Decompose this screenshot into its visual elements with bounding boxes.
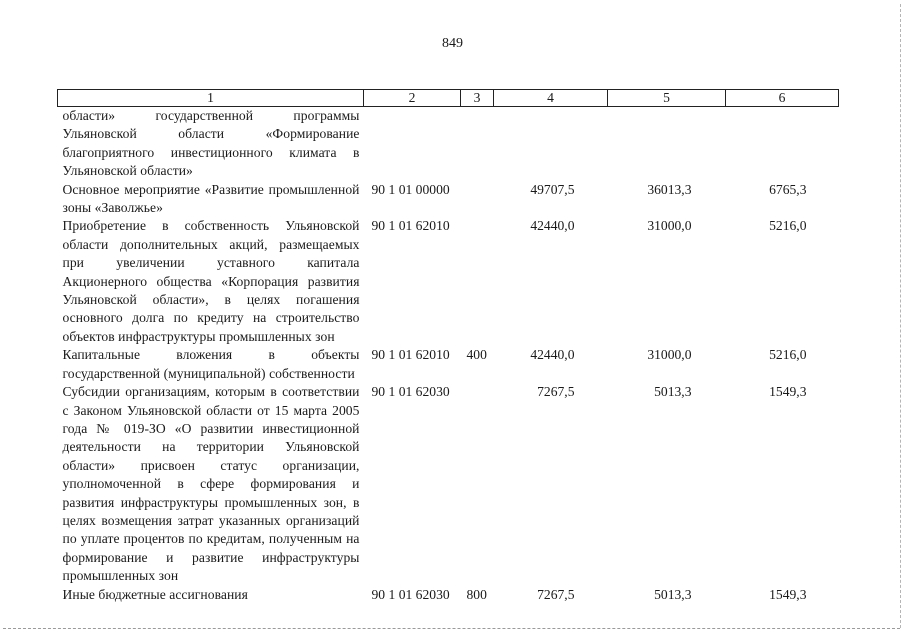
row-value-1: 42440,0 [530, 218, 575, 234]
row-code [364, 107, 461, 181]
row-value-2 [608, 107, 726, 181]
row-value-3: 5216,0 [769, 218, 807, 234]
table-row [58, 383, 839, 585]
col-header-2: 2 [364, 90, 461, 107]
row-code: 90 1 01 62010 [371, 218, 450, 234]
col-header-5: 5 [608, 90, 726, 107]
row-expense-type [461, 107, 494, 181]
scan-edge-right [900, 4, 901, 628]
row-value-3: 6765,3 [769, 181, 807, 197]
page-number: 849 [442, 36, 463, 51]
row-value-3: 1549,3 [769, 384, 807, 400]
row-name: области» государственной программы Ульяновской области «Формирование благоприятного инвестиционного климата в Ульяновской области» [62, 108, 360, 179]
row-expense-type [461, 181, 494, 218]
row-value-2: 31000,0 [647, 347, 692, 363]
row-value-1: 7267,5 [537, 384, 575, 400]
row-value-1: 49707,5 [530, 181, 575, 197]
row-value-3: 5216,0 [769, 347, 807, 363]
row-name: Иные бюджетные ассигнования [62, 586, 248, 602]
row-value-2: 31000,0 [647, 218, 692, 234]
row-name: Капитальные вложения в объекты государственной (муниципальной) собственности [62, 347, 360, 381]
row-value-2: 5013,3 [654, 384, 692, 400]
table-header [58, 90, 839, 107]
row-value-2: 5013,3 [654, 586, 692, 602]
table-row [58, 586, 839, 604]
table-row [58, 107, 839, 181]
col-header-4: 4 [494, 90, 608, 107]
row-value-3: 1549,3 [769, 586, 807, 602]
col-header-1: 1 [58, 90, 364, 107]
row-expense-type: 800 [466, 586, 487, 602]
table-row [58, 181, 839, 218]
budget-table [57, 89, 839, 604]
row-code: 90 1 01 62030 [371, 384, 450, 400]
table-body [58, 107, 839, 604]
row-code: 90 1 01 62010 [371, 347, 450, 363]
row-name: Субсидии организациям, которым в соответствии с Законом Ульяновской области от 15 марта 2005 года № 019-ЗО «О развитии инвестиционной деятельности на территории Ульяновской области» присвоен статус организации, уполномоченной в сфере формирования и развития инфраструктуры промышленных зон, в целях возмещения затрат указанных организаций по уплате процентов по кредитам, полученным на формирование и развитие инфраструктуры промышленных зон [62, 384, 360, 584]
row-value-2: 36013,3 [647, 181, 692, 197]
row-name: Основное мероприятие «Развитие промышленной зоны «Заволжье» [62, 181, 360, 216]
header-row [58, 90, 839, 107]
col-header-3: 3 [461, 90, 494, 107]
row-name: Приобретение в собственность Ульяновской области дополнительных акций, размещаемых при увеличении уставного капитала Акционерного общества «Корпорация развития Ульяновской области», в целях погашения основного долга по кредиту на строительство объектов инфраструктуры промышленных зон [62, 218, 360, 344]
table-row [58, 217, 839, 346]
row-value-3 [726, 107, 839, 181]
row-code: 90 1 01 00000 [371, 181, 450, 197]
row-expense-type: 400 [466, 347, 487, 363]
row-value-1 [494, 107, 608, 181]
table-row [58, 346, 839, 383]
row-value-1: 42440,0 [530, 347, 575, 363]
row-expense-type [461, 217, 494, 346]
row-value-1: 7267,5 [537, 586, 575, 602]
row-code: 90 1 01 62030 [371, 586, 450, 602]
row-expense-type [461, 383, 494, 585]
col-header-6: 6 [726, 90, 839, 107]
scan-edge-bottom [3, 628, 900, 629]
